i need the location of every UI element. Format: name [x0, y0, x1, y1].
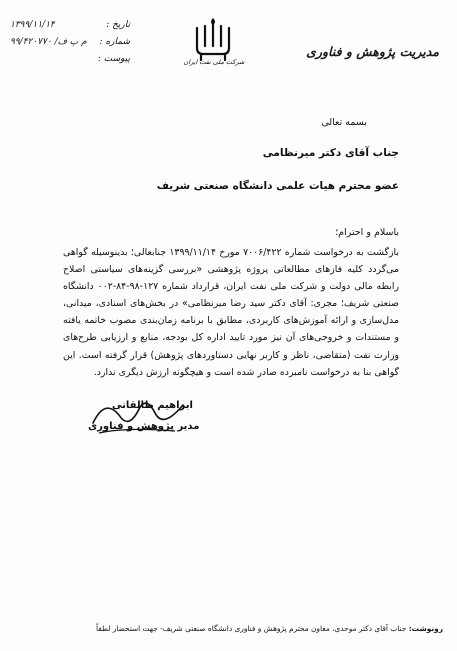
- department-heading: مدیریت پژوهش و فناوری: [306, 44, 439, 59]
- greeting: باسلام و احترام؛: [335, 227, 399, 238]
- meta-number: [10, 33, 130, 50]
- signer-name: ابراهیم طالقانی: [112, 400, 193, 411]
- meta-attachment: [10, 50, 130, 67]
- meta-number-label: شماره :: [99, 36, 130, 47]
- cc-label: رونوشت:: [408, 624, 443, 633]
- recipient-name: جناب آقای دکتر میرنظامی: [262, 147, 399, 159]
- meta-number-value: م پ ف/ ۹۹/۴۲۰۷۷۰: [10, 36, 87, 47]
- meta-date-value: ۱۳۹۹/۱۱/۱۴: [10, 19, 55, 30]
- letter-meta: [10, 16, 130, 67]
- basmala: بسمه تعالی: [321, 117, 367, 128]
- carbon-copy: [13, 624, 443, 633]
- nioc-logo-icon: [183, 18, 243, 76]
- signer-position: مدیر پژوهش و فناوری: [88, 421, 200, 432]
- logo-caption: شرکت ملی نفت ایران: [183, 58, 245, 66]
- meta-attachment-label: پیوست :: [97, 53, 130, 64]
- recipient-title: عضو محترم هیات علمی دانشگاه صنعتی شریف: [156, 180, 399, 192]
- cc-text: جناب آقای دکتر موحدی، معاون محترم پژوهش و فناوری دانشگاه صنعتی شریف- جهت استحضار لطفاً: [96, 624, 407, 633]
- meta-date-label: تاریخ :: [106, 19, 130, 30]
- body-paragraph: بازگشت به درخواست شماره ۷۰۰۶/۴۲۲ مورخ ۱۳۹۹/۱۱/۱۴ جنابعالی؛ بدینوسیله گواهی می‌گردد کلیه فازهای مطالعاتی پروژه پژوهشی «بررسی گزینه‌های سیاستی اصلاح رابطه مالی دولت و شرکت ملی نفت ایران، قرارداد شماره ۱۲۷-۹۸-۸۴-۰۰۲ دانشگاه صنعتی شریف؛ مجری: آقای دکتر سید رضا میرنظامی» در بخش‌های اسنادی، میدانی، مدل‌سازی و ارائه آموزش‌های کاربردی، مطابق با برنامه زمان‌بندی مصوب خاتمه یافته و مستندات و خروجی‌های آن نیز مورد تایید اداره کل بودجه، منابع و ارزیابی طرح‌های وزارت نفت (متقاضی، ناظر و کاربر نهایی دستاوردهای پژوهش) قرار گرفته است. این گواهی بنا به درخواست نامبرده صادر شده است و هیچگونه ارزش دیگری ندارد.: [63, 247, 399, 378]
- meta-date: [10, 16, 130, 33]
- letter-body: [63, 244, 399, 381]
